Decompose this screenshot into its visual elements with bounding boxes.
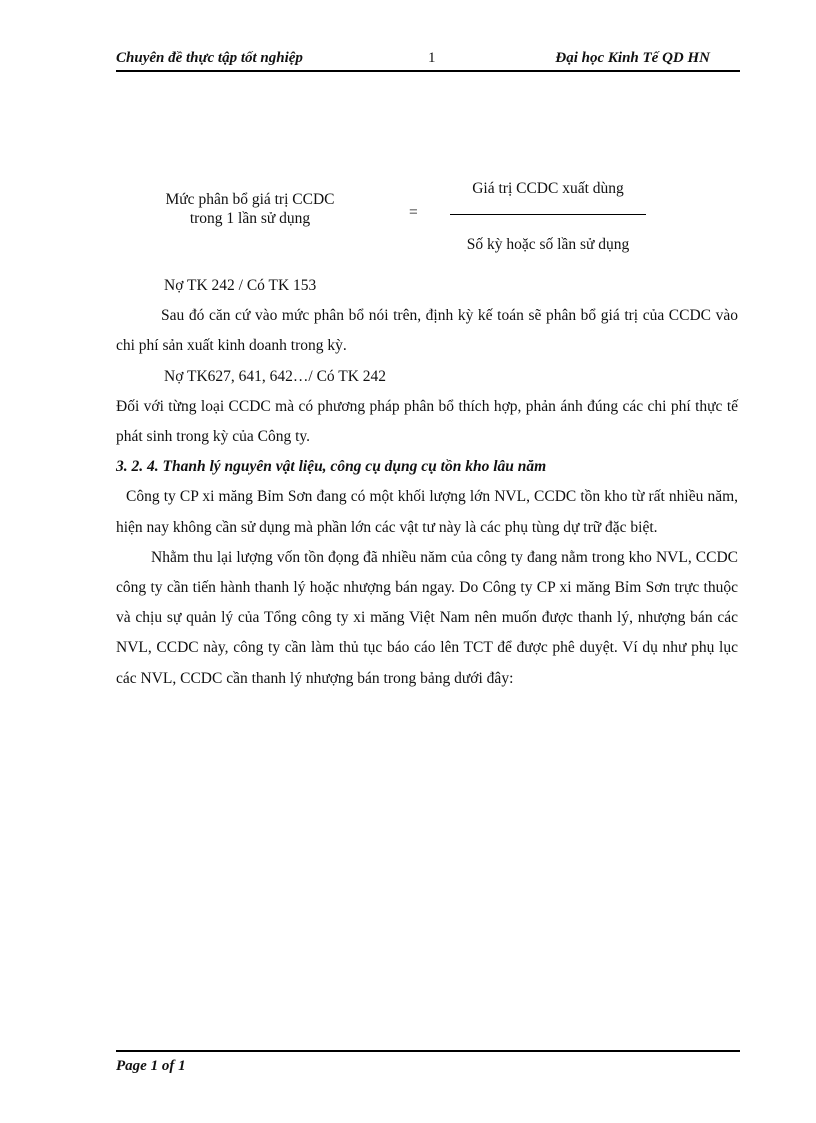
journal-entry-1: Nợ TK 242 / Có TK 153 bbox=[164, 277, 317, 294]
section-heading: 3. 2. 4. Thanh lý nguyên vật liệu, công cụ dụng cụ tồn kho lâu năm bbox=[116, 458, 547, 476]
formula-denominator: Số kỳ hoặc số lần sử dụng bbox=[466, 236, 630, 253]
document-body bbox=[116, 271, 738, 694]
paragraph-ccdc-types: Đối với từng loại CCDC mà có phương pháp phân bổ thích hợp, phản ánh đúng các chi phí thực tế phát sinh trong kỳ của Công ty. bbox=[116, 397, 738, 446]
header-title: Chuyên đề thực tập tốt nghiệp bbox=[116, 50, 303, 66]
header-institution: Đại học Kinh Tế QD HN bbox=[555, 50, 710, 66]
formula-lhs bbox=[150, 190, 350, 228]
paragraph-liquidation: Nhằm thu lại lượng vốn tồn đọng đã nhiều năm của công ty đang nằm trong kho NVL, CCDC công ty cần tiến hành thanh lý hoặc nhượng bán ngay. Do Công ty CP xi măng Bỉm Sơn trực thuộc và chịu sự quản lý của Tổng công ty xi măng Việt Nam nên muốn được thanh lý, nhượng bán các NVL, CCDC này, công ty cần làm thủ tục báo cáo lên TCT để được phê duyệt. Ví dụ như phụ lục các NVL, CCDC cần thanh lý nhượng bán trong bảng dưới đây: bbox=[116, 548, 738, 687]
page-header bbox=[116, 50, 740, 72]
formula-equals: = bbox=[409, 204, 418, 221]
formula-fraction-bar bbox=[450, 214, 646, 215]
formula-numerator: Giá trị CCDC xuất dùng bbox=[472, 180, 624, 197]
journal-entry-2: Nợ TK627, 641, 642…/ Có TK 242 bbox=[164, 367, 387, 385]
paragraph-inventory: Công ty CP xi măng Bỉm Sơn đang có một khối lượng lớn NVL, CCDC tồn kho từ rất nhiều năm, hiện nay không cần sử dụng mà phần lớn các vật tư này là các phụ tùng dự trữ đặc biệt. bbox=[116, 488, 738, 536]
formula-lhs-line1: Mức phân bổ giá trị CCDC bbox=[165, 191, 335, 208]
allocation-formula bbox=[0, 178, 816, 258]
paragraph-allocation: Sau đó căn cứ vào mức phân bổ nói trên, định kỳ kế toán sẽ phân bổ giá trị của CCDC vào chi phí sản xuất kinh doanh trong kỳ. bbox=[116, 307, 738, 355]
header-page-number: 1 bbox=[428, 50, 436, 66]
formula-lhs-line2: trong 1 lần sử dụng bbox=[189, 210, 311, 227]
page-footer bbox=[116, 1050, 740, 1075]
footer-page-label: Page 1 of 1 bbox=[116, 1058, 186, 1074]
